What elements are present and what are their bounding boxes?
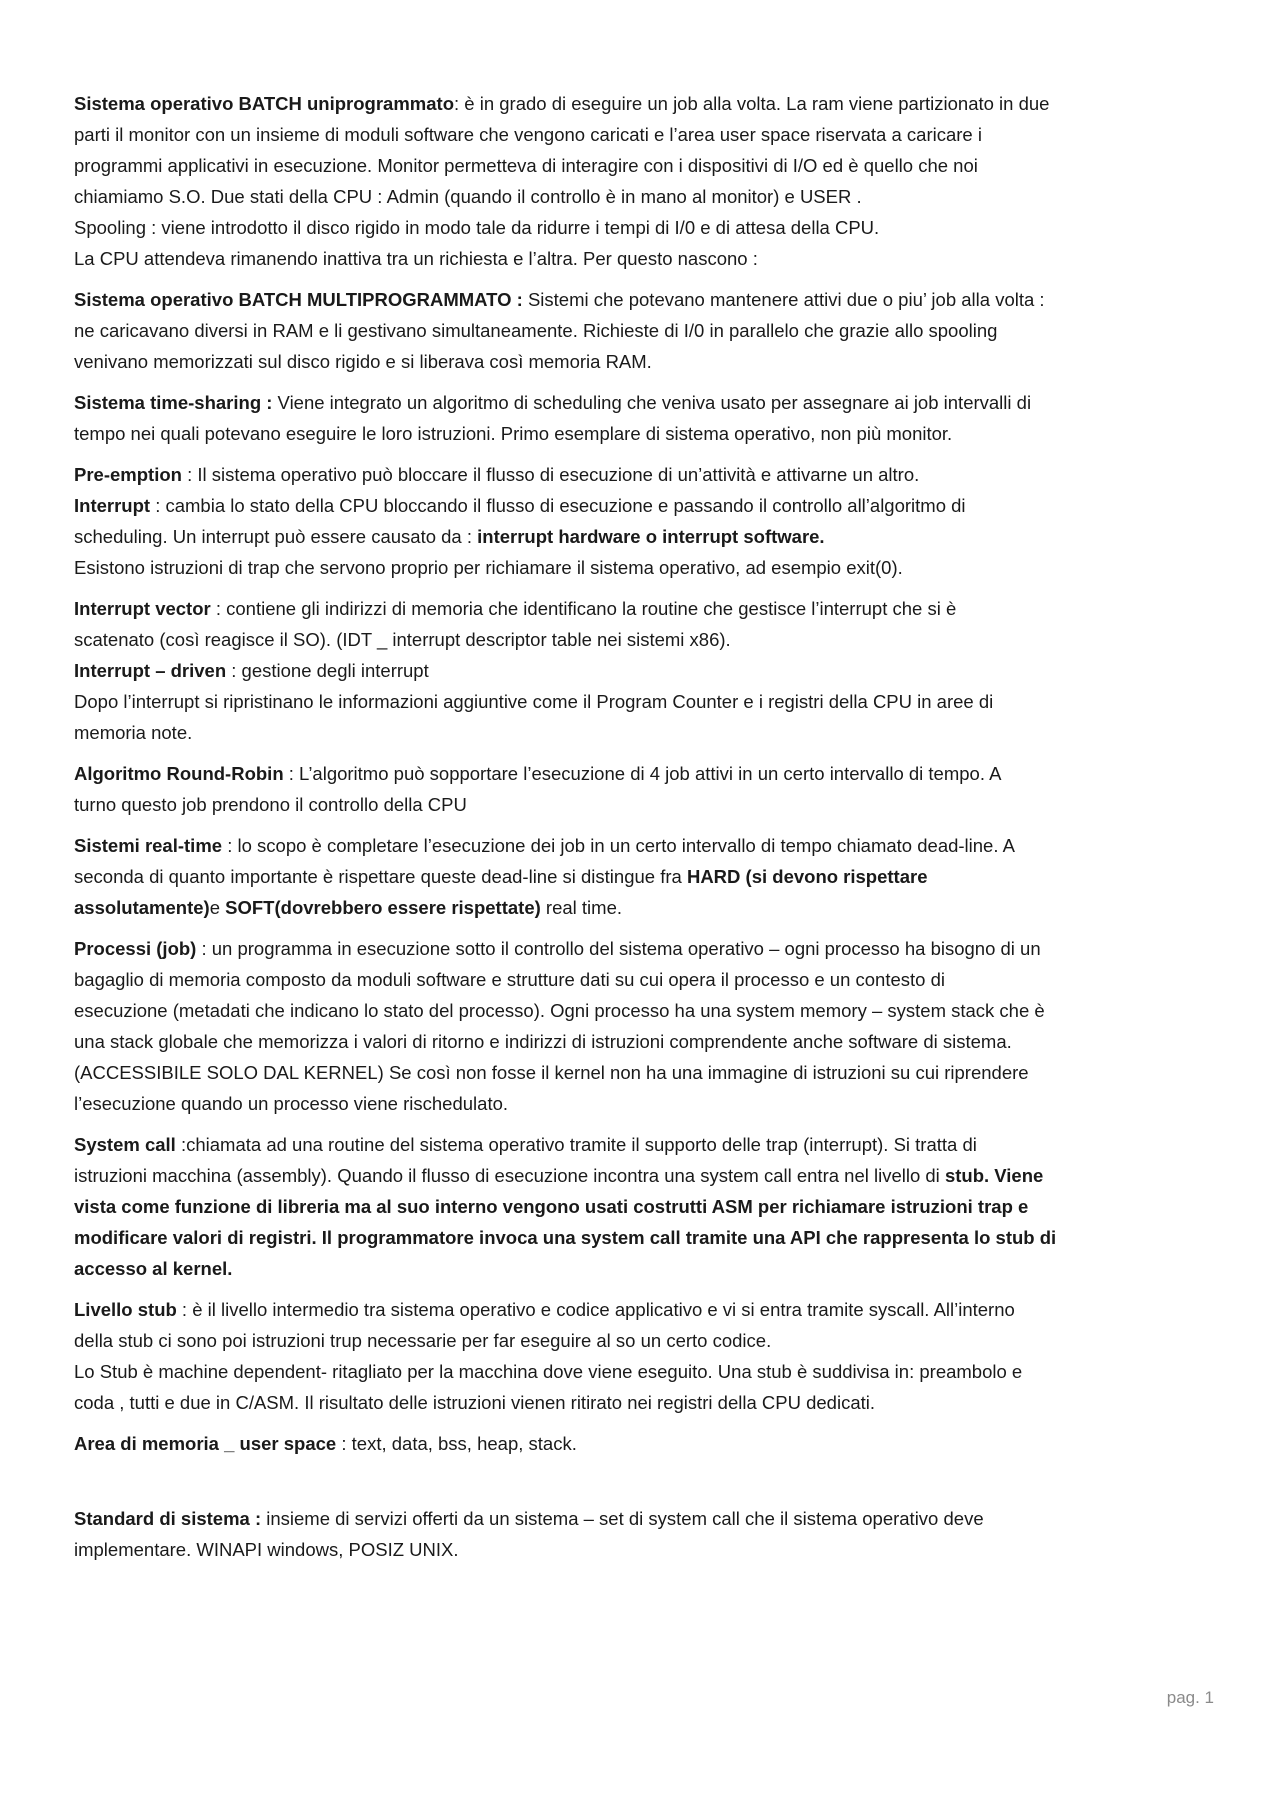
- text-line: [74, 1129, 1214, 1160]
- plain-text: : è in grado di eseguire un job alla volta. La ram viene partizionato in due: [454, 93, 1050, 114]
- bold-text: accesso al kernel.: [74, 1258, 233, 1279]
- plain-text: coda , tutti e due in C/ASM. Il risultato delle istruzioni vienen ritirato nei registri della CPU dedicati.: [74, 1392, 876, 1413]
- plain-text: :chiamata ad una routine del sistema operativo tramite il supporto delle trap (interrupt). Si tratta di: [175, 1134, 977, 1155]
- bold-text: Sistema operativo BATCH MULTIPROGRAMMATO :: [74, 289, 523, 310]
- plain-text: esecuzione (metadati che indicano lo stato del processo). Ogni processo ha una system memory – system stack che è: [74, 1000, 1045, 1021]
- paragraph-standard-sistema: [74, 1503, 1214, 1565]
- plain-text: : L’algoritmo può sopportare l’esecuzione di 4 job attivi in un certo intervallo di tempo. A: [283, 763, 1002, 784]
- text-line: [74, 1191, 1214, 1222]
- bold-text: Sistema operativo BATCH uniprogrammato: [74, 93, 454, 114]
- bold-text: Area di memoria _ user space: [74, 1433, 337, 1454]
- text-line: [74, 933, 1214, 964]
- plain-text: venivano memorizzati sul disco rigido e si liberava così memoria RAM.: [74, 351, 652, 372]
- text-line: [74, 1428, 1214, 1459]
- text-line: [74, 418, 1214, 449]
- text-line: [74, 1160, 1214, 1191]
- plain-text: turno questo job prendono il controllo della CPU: [74, 794, 467, 815]
- bold-text: System call: [74, 1134, 176, 1155]
- text-line: [74, 655, 1214, 686]
- plain-text: : un programma in esecuzione sotto il controllo del sistema operativo – ogni processo ha bisogno di un: [196, 938, 1041, 959]
- plain-text: Lo Stub è machine dependent- ritagliato per la macchina dove viene eseguito. Una stub è suddivisa in: preambolo e: [74, 1361, 1023, 1382]
- plain-text: ne caricavano diversi in RAM e li gestivano simultaneamente. Richieste di I/0 in parallelo che grazie allo spooling: [74, 320, 998, 341]
- paragraph-interrupt-vector: [74, 593, 1214, 748]
- plain-text: : lo scopo è completare l’esecuzione dei job in un certo intervallo di tempo chiamato dead-line. A: [222, 835, 1015, 856]
- bold-text: Sistemi real-time: [74, 835, 223, 856]
- plain-text: Spooling : viene introdotto il disco rigido in modo tale da ridurre i tempi di I/0 e di attesa della CPU.: [74, 217, 880, 238]
- plain-text: scheduling. Un interrupt può essere causato da :: [74, 526, 478, 547]
- text-line: [74, 284, 1214, 315]
- text-line: [74, 1026, 1214, 1057]
- text-line: [74, 624, 1214, 655]
- bold-text: stub. Viene: [944, 1165, 1044, 1186]
- plain-text: : text, data, bss, heap, stack.: [336, 1433, 577, 1454]
- text-line: [74, 1534, 1214, 1565]
- plain-text: Viene integrato un algoritmo di scheduling che veniva usato per assegnare ai job intervalli di: [272, 392, 1032, 413]
- text-line: [74, 1325, 1214, 1356]
- plain-text: istruzioni macchina (assembly). Quando il flusso di esecuzione incontra una system call entra nel livello di: [74, 1165, 945, 1186]
- text-line: [74, 521, 1214, 552]
- text-line: [74, 387, 1214, 418]
- plain-text: : Il sistema operativo può bloccare il flusso di esecuzione di un’attività e attivarne un altro.: [181, 464, 920, 485]
- paragraph-batch-multiprogrammato: [74, 284, 1214, 377]
- plain-text: una stack globale che memorizza i valori di ritorno e indirizzi di istruzioni comprendente anche software di sistema.: [74, 1031, 1012, 1052]
- paragraph-processi: [74, 933, 1214, 1119]
- text-line: [74, 789, 1214, 820]
- plain-text: implementare. WINAPI windows, POSIZ UNIX.: [74, 1539, 459, 1560]
- plain-text: La CPU attendeva rimanendo inattiva tra un richiesta e l’altra. Per questo nascono :: [74, 248, 758, 269]
- plain-text: Esistono istruzioni di trap che servono proprio per richiamare il sistema operativo, ad esempio exit(0).: [74, 557, 903, 578]
- document-body: [74, 88, 1214, 1575]
- plain-text: : contiene gli indirizzi di memoria che identificano la routine che gestisce l’interrupt che si è: [210, 598, 957, 619]
- plain-text: l’esecuzione quando un processo viene rischedulato.: [74, 1093, 509, 1114]
- text-line: [74, 88, 1214, 119]
- text-line: [74, 861, 1214, 892]
- bold-text: Standard di sistema :: [74, 1508, 262, 1529]
- text-line: [74, 1356, 1214, 1387]
- text-line: [74, 552, 1214, 583]
- text-line: [74, 1294, 1214, 1325]
- text-line: [74, 593, 1214, 624]
- bold-text: Pre-emption: [74, 464, 182, 485]
- text-line: [74, 243, 1214, 274]
- plain-text: seconda di quanto importante è rispettare queste dead-line si distingue fra: [74, 866, 687, 887]
- text-line: [74, 995, 1214, 1026]
- text-line: [74, 717, 1214, 748]
- bold-text: Interrupt: [74, 495, 151, 516]
- paragraph-pre-emption: [74, 459, 1214, 583]
- plain-text: (ACCESSIBILE SOLO DAL KERNEL) Se così non fosse il kernel non ha una immagine di istruzioni su cui riprendere: [74, 1062, 1029, 1083]
- plain-text: parti il monitor con un insieme di moduli software che vengono caricati e l’area user space riservata a caricare i: [74, 124, 982, 145]
- text-line: [74, 964, 1214, 995]
- text-line: [74, 686, 1214, 717]
- bold-text: Livello stub: [74, 1299, 177, 1320]
- plain-text: chiamiamo S.O. Due stati della CPU : Admin (quando il controllo è in mano al monitor) e USER .: [74, 186, 862, 207]
- bold-text: vista come funzione di libreria ma al suo interno vengono usati costrutti ASM per richiamare istruzioni trap e: [74, 1196, 1029, 1217]
- text-line: [74, 212, 1214, 243]
- text-line: [74, 490, 1214, 521]
- plain-text: memoria note.: [74, 722, 193, 743]
- text-line: [74, 1088, 1214, 1119]
- plain-text: scatenato (così reagisce il SO). (IDT _ interrupt descriptor table nei sistemi x86).: [74, 629, 731, 650]
- text-line: [74, 346, 1214, 377]
- plain-text: : gestione degli interrupt: [226, 660, 429, 681]
- paragraph-batch-uniprogrammato: [74, 88, 1214, 274]
- plain-text: della stub ci sono poi istruzioni trup necessarie per far eseguire al so un certo codice.: [74, 1330, 772, 1351]
- plain-text: Dopo l’interrupt si ripristinano le informazioni aggiuntive come il Program Counter e i registri della CPU in aree di: [74, 691, 994, 712]
- bold-text: Processi (job): [74, 938, 197, 959]
- bold-text: Interrupt vector: [74, 598, 211, 619]
- text-line: [74, 1253, 1214, 1284]
- text-line: [74, 150, 1214, 181]
- paragraph-round-robin: [74, 758, 1214, 820]
- text-line: [74, 1222, 1214, 1253]
- text-line: [74, 1503, 1214, 1534]
- plain-text: : cambia lo stato della CPU bloccando il flusso di esecuzione e passando il controllo all’algoritmo di: [150, 495, 966, 516]
- paragraph-time-sharing: [74, 387, 1214, 449]
- plain-text: bagaglio di memoria composto da moduli software e strutture dati su cui opera il processo e un contesto di: [74, 969, 945, 990]
- text-line: [74, 1057, 1214, 1088]
- text-line: [74, 459, 1214, 490]
- bold-text: interrupt hardware o interrupt software.: [477, 526, 825, 547]
- paragraph-livello-stub: [74, 1294, 1214, 1418]
- plain-text: Sistemi che potevano mantenere attivi due o piu’ job alla volta :: [522, 289, 1045, 310]
- plain-text: real time.: [540, 897, 622, 918]
- text-line: [74, 181, 1214, 212]
- plain-text: insieme di servizi offerti da un sistema – set di system call che il sistema operativo deve: [261, 1508, 984, 1529]
- text-line: [74, 758, 1214, 789]
- text-line: [74, 1387, 1214, 1418]
- paragraph-area-memoria: [74, 1428, 1214, 1459]
- bold-text: Interrupt – driven: [74, 660, 227, 681]
- plain-text: tempo nei quali potevano eseguire le loro istruzioni. Primo esemplare di sistema operativo, non più monitor.: [74, 423, 953, 444]
- bold-text: Algoritmo Round-Robin: [74, 763, 284, 784]
- text-line: [74, 119, 1214, 150]
- text-line: [74, 315, 1214, 346]
- bold-text: modificare valori di registri. Il programmatore invoca una system call tramite una API che rappresenta lo stub di: [74, 1227, 1057, 1248]
- bold-text: assolutamente): [74, 897, 210, 918]
- bold-text: Sistema time-sharing :: [74, 392, 273, 413]
- bold-text: HARD (si devono rispettare: [686, 866, 928, 887]
- paragraph-real-time: [74, 830, 1214, 923]
- plain-text: e: [209, 897, 226, 918]
- plain-text: programmi applicativi in esecuzione. Monitor permetteva di interagire con i dispositivi di I/O ed è quello che noi: [74, 155, 978, 176]
- plain-text: : è il livello intermedio tra sistema operativo e codice applicativo e vi si entra tramite syscall. All’interno: [176, 1299, 1015, 1320]
- text-line: [74, 892, 1214, 923]
- bold-text: SOFT(dovrebbero essere rispettate): [225, 897, 541, 918]
- paragraph-system-call: [74, 1129, 1214, 1284]
- text-line: [74, 830, 1214, 861]
- page-number: pag. 1: [1166, 1688, 1214, 1707]
